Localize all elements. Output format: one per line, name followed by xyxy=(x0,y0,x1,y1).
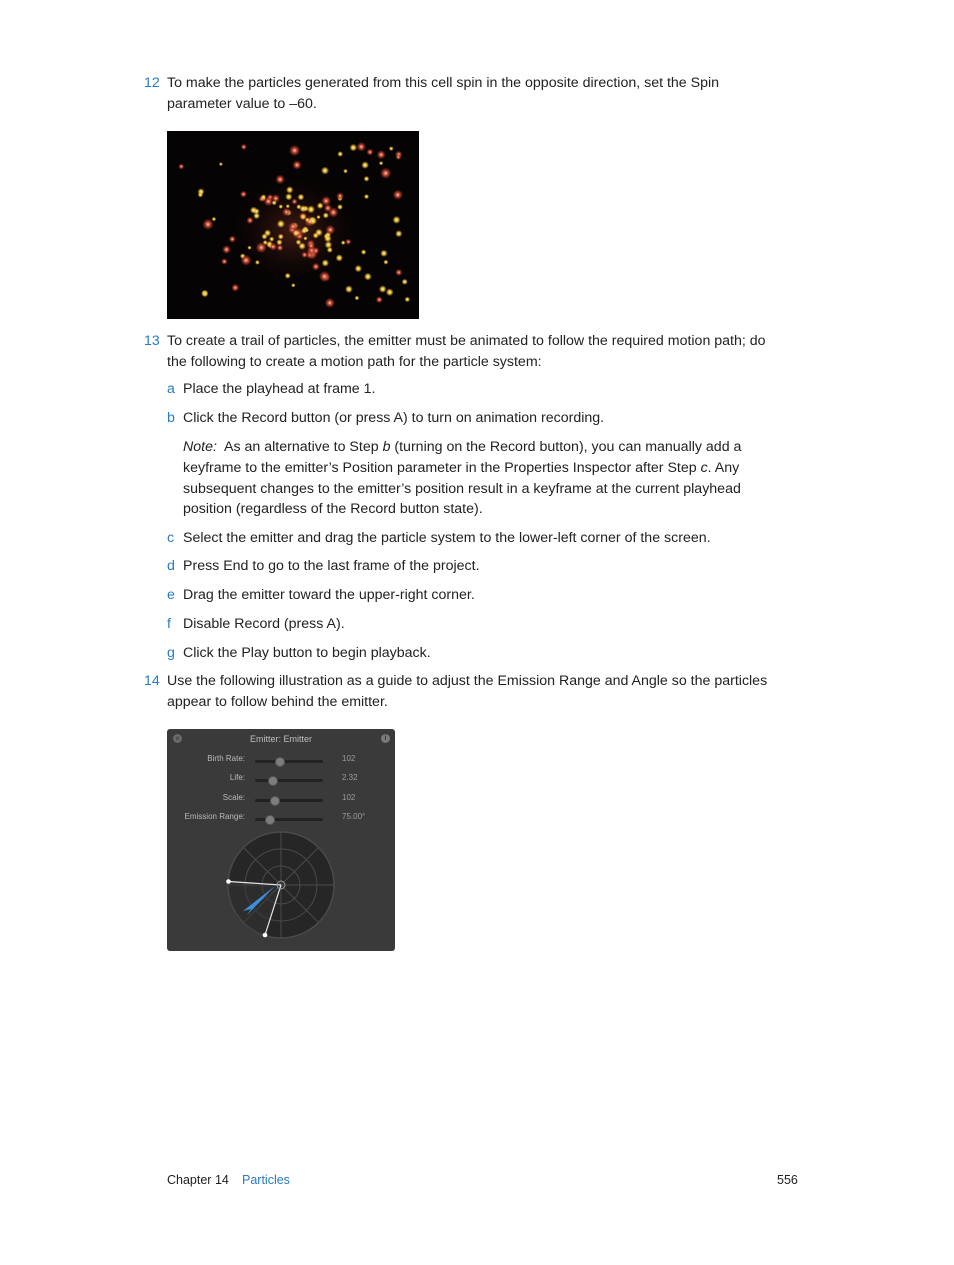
emission-angle-dial[interactable] xyxy=(225,829,337,941)
particle xyxy=(337,151,343,157)
particle xyxy=(355,265,362,272)
particle xyxy=(324,233,330,239)
particle xyxy=(264,230,271,237)
panel-title: Emitter: Emitter xyxy=(249,734,312,744)
particle xyxy=(202,219,213,230)
particle xyxy=(286,186,293,193)
param-label: Birth Rate: xyxy=(207,754,245,763)
particle xyxy=(286,204,290,208)
info-icon[interactable]: i xyxy=(381,734,390,743)
substep-letter: a xyxy=(167,381,175,397)
particle xyxy=(355,296,360,301)
particle xyxy=(305,228,309,232)
particle xyxy=(364,176,370,182)
slider-knob[interactable] xyxy=(275,757,285,767)
particle xyxy=(292,160,302,170)
particle xyxy=(289,145,301,157)
note-block: Note: As an alternative to Step b (turning on the Record button), you can manually add a keyframe to the emitter’s Position parameter in the Properties Inspector after Step c. Any subsequent changes to the emitter’s position result in a keyframe at the current playhead position (regardless of the Record button state). xyxy=(183,439,742,518)
substep-text: Press End to go to the last frame of the project. xyxy=(183,558,480,574)
range-handle[interactable] xyxy=(263,933,268,938)
substep-text: Click the Play button to begin playback. xyxy=(183,645,431,661)
particle xyxy=(321,167,329,175)
particle xyxy=(241,144,247,150)
particle xyxy=(395,230,402,237)
particle xyxy=(178,163,184,169)
particle xyxy=(395,154,401,160)
particle xyxy=(319,271,330,282)
particle xyxy=(305,218,309,222)
substep-letter: c xyxy=(167,530,175,546)
particle xyxy=(366,149,373,156)
particle xyxy=(377,150,386,159)
particle xyxy=(323,212,329,218)
particle xyxy=(376,296,383,303)
note-label: Note: xyxy=(183,439,217,455)
particle xyxy=(277,244,284,251)
slider-knob[interactable] xyxy=(268,776,278,786)
step-text-line: To create a trail of particles, the emitter must be animated to follow the required motion path; do xyxy=(167,333,766,349)
substep-text: Disable Record (press A). xyxy=(183,616,345,632)
particle xyxy=(361,161,369,169)
particle xyxy=(395,269,402,276)
particle xyxy=(296,239,302,245)
substep-text: Place the playhead at frame 1. xyxy=(183,381,376,397)
particle xyxy=(261,194,267,200)
particle xyxy=(345,239,351,245)
particle xyxy=(325,225,335,235)
particle xyxy=(255,260,260,265)
birth-rate-row xyxy=(167,754,395,768)
particle xyxy=(241,255,252,266)
substep-letter: g xyxy=(167,645,175,661)
step-text-line: To make the particles generated from this cell spin in the opposite direction, set the Spin xyxy=(167,75,720,91)
particle xyxy=(322,259,329,266)
particle xyxy=(356,142,366,152)
particle-render-image xyxy=(167,131,419,319)
particle xyxy=(380,167,392,179)
substep-letter: e xyxy=(167,587,175,603)
particle xyxy=(393,190,403,200)
particle xyxy=(316,215,320,219)
particle xyxy=(345,285,353,293)
particle xyxy=(336,254,343,261)
param-label: Life: xyxy=(229,773,245,782)
particle xyxy=(285,193,292,200)
substep-letter: d xyxy=(167,558,175,574)
particle xyxy=(288,222,297,231)
param-label: Emission Range: xyxy=(184,812,245,821)
range-handle[interactable] xyxy=(226,879,231,884)
param-value[interactable]: 102 xyxy=(342,793,356,802)
particle xyxy=(312,263,320,271)
particle xyxy=(337,204,343,210)
substep-text: Select the emitter and drag the particle system to the lower-left corner of the screen. xyxy=(183,530,711,546)
scale-slider[interactable] xyxy=(255,799,323,802)
particle xyxy=(296,233,303,240)
particle xyxy=(336,192,344,200)
step-number: 13 xyxy=(144,333,160,349)
particle xyxy=(321,196,331,206)
particle xyxy=(327,247,333,253)
particle xyxy=(325,298,335,308)
particle xyxy=(282,208,291,217)
particle xyxy=(269,243,277,251)
particle xyxy=(350,144,358,152)
page-number: 556 xyxy=(777,1173,798,1187)
particle xyxy=(278,234,284,240)
step-text-line: parameter value to –60. xyxy=(167,96,317,112)
particle xyxy=(222,245,231,254)
close-icon[interactable]: × xyxy=(173,734,182,743)
particle xyxy=(269,237,274,242)
emission-range-row xyxy=(167,812,395,826)
particle xyxy=(307,205,315,213)
particle xyxy=(383,260,388,265)
footer-chapter: Chapter 14 xyxy=(167,1173,229,1187)
particle xyxy=(379,285,387,293)
particle xyxy=(379,161,383,165)
particle xyxy=(343,169,348,174)
particle xyxy=(298,194,305,201)
step-number: 14 xyxy=(144,673,160,689)
particle xyxy=(247,246,251,250)
particle-field xyxy=(167,131,419,319)
param-value[interactable]: 2.32 xyxy=(342,773,358,782)
particle xyxy=(341,240,346,245)
particle xyxy=(364,273,372,281)
particle xyxy=(279,204,284,209)
param-label: Scale: xyxy=(222,793,245,802)
emitter-hud-panel xyxy=(167,729,395,951)
substep-letter: b xyxy=(167,410,175,426)
particle xyxy=(221,258,228,265)
particle xyxy=(361,249,366,254)
particle xyxy=(198,188,205,195)
slider-knob[interactable] xyxy=(265,815,275,825)
life-slider[interactable] xyxy=(255,779,323,782)
particle xyxy=(201,290,208,297)
particle xyxy=(405,297,411,303)
particle xyxy=(285,273,291,279)
particle xyxy=(393,216,401,224)
slider-knob[interactable] xyxy=(270,796,280,806)
substep-text: Click the Record button (or press A) to turn on animation recording. xyxy=(183,410,605,426)
step-text-line: appear to follow behind the emitter. xyxy=(167,694,388,710)
param-value[interactable]: 75.00° xyxy=(342,812,366,821)
life-row xyxy=(167,773,395,787)
particle xyxy=(246,217,253,224)
scale-row xyxy=(167,793,395,807)
particle xyxy=(229,235,236,242)
particle xyxy=(240,191,247,198)
particle xyxy=(313,232,319,238)
step-text-line: Use the following illustration as a guide to adjust the Emission Range and Angle so the particles xyxy=(167,673,768,689)
particle xyxy=(380,250,387,257)
particle xyxy=(301,251,308,258)
particle xyxy=(272,200,277,205)
substep-letter: f xyxy=(167,616,171,632)
param-value[interactable]: 102 xyxy=(342,754,356,763)
emission-range-slider[interactable] xyxy=(255,818,323,821)
step-number: 12 xyxy=(144,75,160,91)
particle xyxy=(231,284,239,292)
step-text-line: the following to create a motion path for the particle system: xyxy=(167,354,542,370)
particle xyxy=(300,205,307,212)
particle xyxy=(250,207,257,214)
particle xyxy=(256,242,267,253)
particle xyxy=(291,198,297,204)
particle xyxy=(364,194,369,199)
particle xyxy=(308,242,315,249)
particle xyxy=(386,288,394,296)
particle xyxy=(275,175,285,185)
particle xyxy=(389,146,394,151)
footer-section-link[interactable]: Particles xyxy=(242,1173,290,1187)
substep-text: Drag the emitter toward the upper-right corner. xyxy=(183,587,475,603)
particle xyxy=(277,220,285,228)
particle xyxy=(303,236,307,240)
particle xyxy=(309,217,317,225)
particle xyxy=(402,279,408,285)
particle xyxy=(291,283,295,287)
birth-rate-slider[interactable] xyxy=(255,760,323,763)
particle xyxy=(219,162,223,166)
